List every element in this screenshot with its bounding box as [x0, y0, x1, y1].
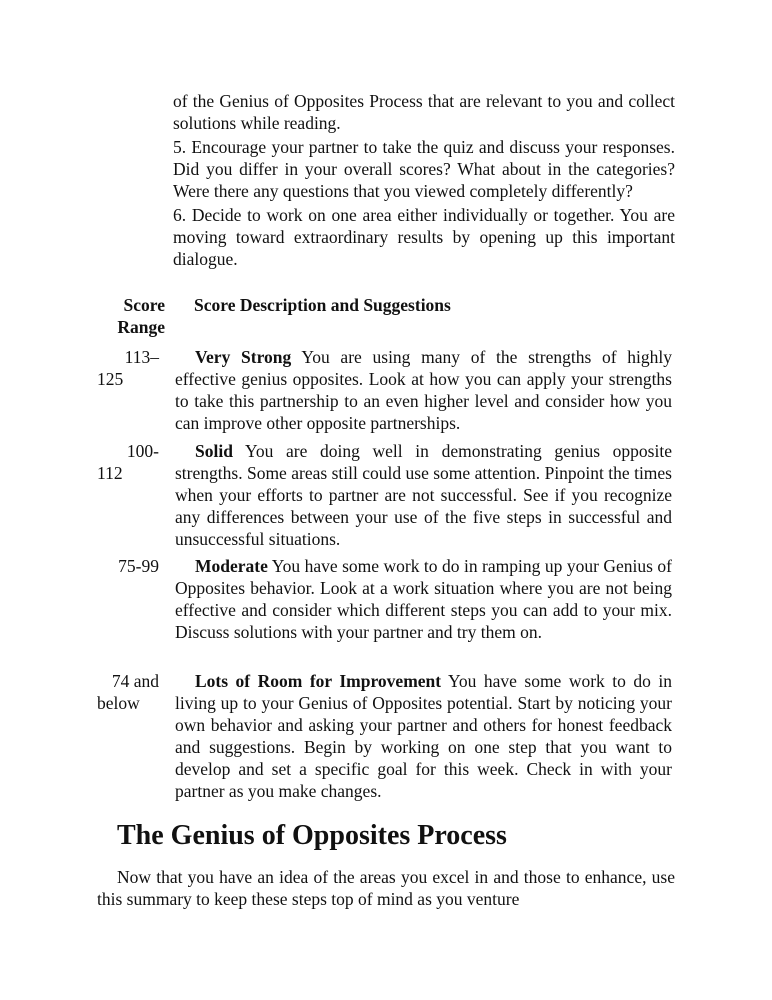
score-range-line1: 113–	[124, 347, 159, 367]
section-heading: The Genius of Opposites Process	[117, 820, 507, 851]
score-range-header-line2: Range	[117, 317, 165, 337]
section-paragraph: Now that you have an idea of the areas you excel in and those to enhance, use this summary to keep these steps top of mind as you venture	[97, 867, 675, 909]
intro-step-5: 5. Encourage your partner to take the quiz and discuss your responses. Did you differ in your overall scores? What about in the categories? Were there any questions that you viewed completely differently?	[173, 137, 675, 201]
score-range-line1: 75-99	[118, 556, 159, 576]
score-text: You have some work to do in ramping up your Genius of Opposites behavior. Look at a work situation where you are not being effective and consider which different steps you can add to your mix. Discuss solutions with your partner and try them on.	[175, 556, 672, 642]
score-text: You are doing well in demonstrating genius opposite strengths. Some areas still could use some attention. Pinpoint the times when your efforts to partner are not successful. See if you recognize any differences between your use of the five steps in successful and unsuccessful situations.	[175, 441, 672, 549]
score-range-header	[97, 294, 165, 338]
intro-text-block	[173, 90, 675, 272]
score-range-line2: 125	[97, 369, 124, 389]
score-range-line1: 74 and	[111, 671, 159, 691]
score-label: Moderate	[195, 556, 268, 576]
score-label: Lots of Room for Improvement	[195, 671, 442, 691]
score-description-header: Score Description and Suggestions	[194, 295, 451, 315]
score-description	[175, 555, 672, 643]
score-range	[97, 555, 159, 577]
score-range	[97, 346, 159, 390]
intro-step-6: 6. Decide to work on one area either individually or together. You are moving toward extraordinary results by opening up this important dialogue.	[173, 205, 675, 269]
score-description	[175, 670, 672, 802]
section-body	[97, 866, 675, 910]
score-text: You have some work to do in living up to your Genius of Opposites potential. Start by noticing your own behavior and asking your partner and others for honest feedback and suggestions. Begin by working on one step that you want to develop and set a specific goal for this week. Check in with your partner as you make changes.	[175, 671, 672, 801]
score-label: Very Strong	[195, 347, 292, 367]
score-range	[97, 440, 159, 484]
score-range	[97, 670, 159, 714]
score-range-line2: 112	[97, 463, 123, 483]
score-range-header-line1: Score	[123, 295, 165, 315]
intro-paragraph-continuation: of the Genius of Opposites Process that are relevant to you and collect solutions while reading.	[173, 91, 675, 133]
score-range-line1: 100-	[126, 441, 159, 461]
score-range-line2: below	[97, 693, 140, 713]
score-description	[175, 346, 672, 434]
score-text: You are using many of the strengths of highly effective genius opposites. Look at how you can apply your strengths to take this partnership to an even higher level and consider how you can improve other opposite partnerships.	[175, 347, 673, 433]
score-label: Solid	[195, 441, 233, 461]
score-description	[175, 440, 672, 550]
